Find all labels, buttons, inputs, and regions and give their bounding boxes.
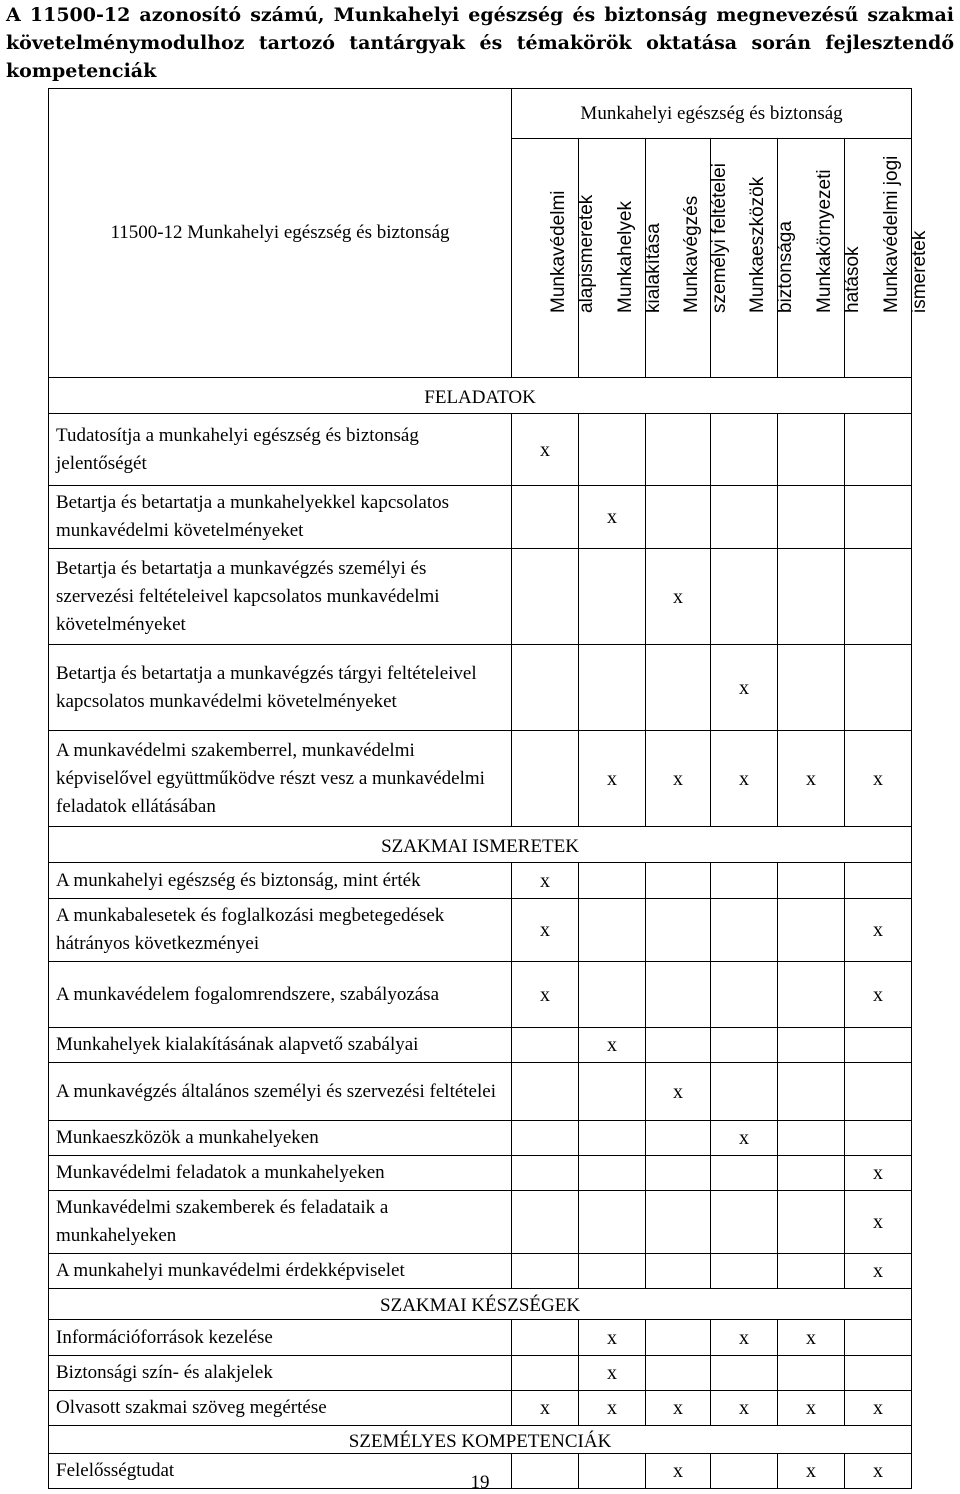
mark-cell: [646, 1156, 711, 1191]
mark-cell: [512, 1254, 579, 1289]
mark-cell: [512, 1320, 579, 1356]
mark-cell: [646, 1254, 711, 1289]
table-row: [49, 1391, 912, 1426]
mark-cell: x: [579, 486, 646, 549]
mark-cell: [579, 962, 646, 1028]
mark-cell: x: [711, 1121, 778, 1156]
mark-cell: [646, 1320, 711, 1356]
mark-cell: x: [579, 731, 646, 827]
mark-cell: [845, 1320, 912, 1356]
mark-cell: [711, 414, 778, 486]
mark-cell: [579, 899, 646, 962]
mark-cell: [711, 1028, 778, 1063]
mark-cell: [778, 863, 845, 899]
mark-cell: [646, 962, 711, 1028]
mark-cell: x: [778, 731, 845, 827]
row-label: A munkavédelem fogalomrendszere, szabályozása: [49, 962, 512, 1028]
mark-cell: [512, 1063, 579, 1121]
mark-cell: [646, 863, 711, 899]
mark-cell: x: [845, 1156, 912, 1191]
mark-cell: x: [579, 1028, 646, 1063]
mark-cell: [646, 414, 711, 486]
mark-cell: [778, 899, 845, 962]
section-row: [49, 1289, 912, 1320]
mark-cell: [646, 1356, 711, 1391]
table-row: [49, 1063, 912, 1121]
mark-cell: [845, 414, 912, 486]
mark-cell: [579, 1121, 646, 1156]
mark-cell: [579, 1254, 646, 1289]
mark-cell: x: [845, 1391, 912, 1426]
row-label: Biztonsági szín- és alakjelek: [49, 1356, 512, 1391]
column-header-line1: Munkahelyek: [615, 201, 636, 313]
column-header-line1: Munkaeszközök: [747, 176, 768, 313]
table-row: [49, 1191, 912, 1254]
mark-cell: [845, 1121, 912, 1156]
mark-cell: [512, 1191, 579, 1254]
mark-cell: x: [711, 731, 778, 827]
mark-cell: x: [845, 1254, 912, 1289]
column-header-5: [778, 139, 863, 378]
module-label: 11500-12 Munkahelyi egészség és biztonság: [110, 222, 450, 243]
row-label: Olvasott szakmai szöveg megértése: [49, 1391, 512, 1426]
mark-cell: x: [845, 731, 912, 827]
mark-cell: x: [778, 1454, 845, 1489]
table-row: [49, 1121, 912, 1156]
section-title: SZAKMAI ISMERETEK: [49, 827, 912, 863]
table-row: [49, 899, 912, 962]
table-row: [49, 962, 912, 1028]
mark-cell: [778, 1191, 845, 1254]
row-label: A munkahelyi egészség és biztonság, mint érték: [49, 863, 512, 899]
mark-cell: [711, 1254, 778, 1289]
mark-cell: x: [512, 414, 579, 486]
mark-cell: x: [646, 1391, 711, 1426]
row-label: A munkavédelmi szakemberrel, munkavédelmi képviselővel együttműködve részt vesz a munkavédelmi feladatok ellátásában: [49, 731, 512, 827]
column-header-line2: személyi feltételei: [709, 163, 730, 313]
mark-cell: [646, 1191, 711, 1254]
section-row: [49, 378, 912, 414]
mark-cell: [646, 1121, 711, 1156]
column-header-line2: hatások: [842, 246, 863, 313]
mark-cell: [512, 645, 579, 731]
mark-cell: [512, 731, 579, 827]
section-row: [49, 827, 912, 863]
mark-cell: [778, 1254, 845, 1289]
competency-table: [48, 88, 931, 1489]
mark-cell: [845, 645, 912, 731]
mark-cell: [512, 1121, 579, 1156]
mark-cell: [646, 899, 711, 962]
row-label: Felelősségtudat: [49, 1454, 512, 1489]
mark-cell: [711, 899, 778, 962]
mark-cell: [512, 486, 579, 549]
mark-cell: [778, 1028, 845, 1063]
mark-cell: x: [646, 1454, 711, 1489]
table-row: [49, 731, 912, 827]
column-header-line2: ismeretek: [909, 230, 931, 313]
mark-cell: x: [845, 1191, 912, 1254]
mark-cell: [778, 1356, 845, 1391]
mark-cell: [512, 1028, 579, 1063]
mark-cell: x: [579, 1320, 646, 1356]
mark-cell: [711, 1356, 778, 1391]
row-label: Betartja és betartatja a munkahelyekkel kapcsolatos munkavédelmi követelményeket: [49, 486, 512, 549]
section-title: SZAKMAI KÉSZSÉGEK: [49, 1289, 912, 1320]
mark-cell: [711, 549, 778, 645]
row-label: A munkahelyi munkavédelmi érdekképviselet: [49, 1254, 512, 1289]
mark-cell: x: [646, 549, 711, 645]
mark-cell: [579, 549, 646, 645]
subject-header: Munkahelyi egészség és biztonság: [512, 89, 912, 139]
mark-cell: [579, 414, 646, 486]
mark-cell: [579, 863, 646, 899]
mark-cell: [579, 1063, 646, 1121]
mark-cell: x: [711, 645, 778, 731]
column-header-line1: Munkavédelmi: [548, 190, 569, 313]
mark-cell: [778, 414, 845, 486]
table-row: [49, 863, 912, 899]
row-label: A munkavégzés általános személyi és szervezési feltételei: [49, 1063, 512, 1121]
table-row: [49, 645, 912, 731]
mark-cell: x: [512, 863, 579, 899]
mark-cell: [579, 1191, 646, 1254]
table-row: [49, 1320, 912, 1356]
mark-cell: [778, 486, 845, 549]
table-row: [49, 1028, 912, 1063]
mark-cell: x: [512, 962, 579, 1028]
mark-cell: x: [646, 1063, 711, 1121]
mark-cell: x: [711, 1391, 778, 1426]
mark-cell: [778, 1156, 845, 1191]
mark-cell: x: [845, 962, 912, 1028]
column-header-line2: kialakítása: [643, 223, 664, 313]
mark-cell: x: [845, 1454, 912, 1489]
mark-cell: [778, 1063, 845, 1121]
table-row: [49, 1356, 912, 1391]
mark-cell: [778, 962, 845, 1028]
mark-cell: x: [512, 899, 579, 962]
section-title: FELADATOK: [49, 378, 912, 414]
row-label: Munkavédelmi szakemberek és feladataik a munkahelyeken: [49, 1191, 512, 1254]
mark-cell: [646, 486, 711, 549]
mark-cell: [778, 645, 845, 731]
column-header-4: [711, 139, 796, 378]
mark-cell: [845, 549, 912, 645]
column-header-line1: Munkavégzés: [681, 195, 702, 313]
mark-cell: [646, 645, 711, 731]
mark-cell: [579, 1156, 646, 1191]
column-header-line2: biztonsága: [775, 221, 796, 313]
mark-cell: x: [711, 1320, 778, 1356]
table-row: [49, 1156, 912, 1191]
row-label: Munkaeszközök a munkahelyeken: [49, 1121, 512, 1156]
table-row: [49, 414, 912, 486]
mark-cell: x: [646, 731, 711, 827]
mark-cell: [778, 1121, 845, 1156]
column-header-2: [579, 139, 664, 378]
mark-cell: [845, 1356, 912, 1391]
mark-cell: x: [778, 1320, 845, 1356]
document-title: A 11500-12 azonosító számú, Munkahelyi egészség és biztonság megnevezésű szakmai követelménymodulhoz tartozó tantárgyak és témakörök oktatása során fejlesztendő kompetenciák: [6, 4, 954, 82]
mark-cell: [512, 549, 579, 645]
column-header-line1: Munkavédelmi jogi: [881, 155, 903, 313]
mark-cell: [711, 1191, 778, 1254]
mark-cell: [845, 1063, 912, 1121]
section-row: [49, 1426, 912, 1454]
mark-cell: [711, 1156, 778, 1191]
column-header-6: [845, 139, 931, 378]
row-label: Tudatosítja a munkahelyi egészség és biztonság jelentőségét: [49, 414, 512, 486]
page-number: 19: [470, 1472, 490, 1493]
table-row: [49, 486, 912, 549]
row-label: Betartja és betartatja a munkavégzés tárgyi feltételeivel kapcsolatos munkavédelmi követelményeket: [49, 645, 512, 731]
row-label: Munkahelyek kialakításának alapvető szabályai: [49, 1028, 512, 1063]
mark-cell: [845, 1028, 912, 1063]
mark-cell: [646, 1028, 711, 1063]
mark-cell: [711, 486, 778, 549]
mark-cell: [711, 863, 778, 899]
mark-cell: [512, 1356, 579, 1391]
mark-cell: x: [579, 1356, 646, 1391]
mark-cell: x: [845, 899, 912, 962]
mark-cell: [778, 549, 845, 645]
mark-cell: [711, 1063, 778, 1121]
mark-cell: x: [512, 1391, 579, 1426]
column-header-3: [646, 139, 730, 378]
column-header-line2: alapismeretek: [576, 194, 597, 313]
module-label-cell: [49, 89, 512, 378]
mark-cell: x: [778, 1391, 845, 1426]
mark-cell: [579, 645, 646, 731]
column-header-1: [512, 139, 597, 378]
row-label: Információforrások kezelése: [49, 1320, 512, 1356]
mark-cell: [512, 1156, 579, 1191]
section-title: SZEMÉLYES KOMPETENCIÁK: [49, 1426, 912, 1454]
mark-cell: [845, 486, 912, 549]
mark-cell: [711, 962, 778, 1028]
row-label: Betartja és betartatja a munkavégzés személyi és szervezési feltételeivel kapcsolatos munkavédelmi követelményeket: [49, 549, 512, 645]
row-label: A munkabalesetek és foglalkozási megbetegedések hátrányos következményei: [49, 899, 512, 962]
column-header-line1: Munkakörnyezeti: [814, 169, 835, 313]
mark-cell: x: [579, 1391, 646, 1426]
mark-cell: [845, 863, 912, 899]
row-label: Munkavédelmi feladatok a munkahelyeken: [49, 1156, 512, 1191]
table-row: [49, 549, 912, 645]
table-row: [49, 1254, 912, 1289]
